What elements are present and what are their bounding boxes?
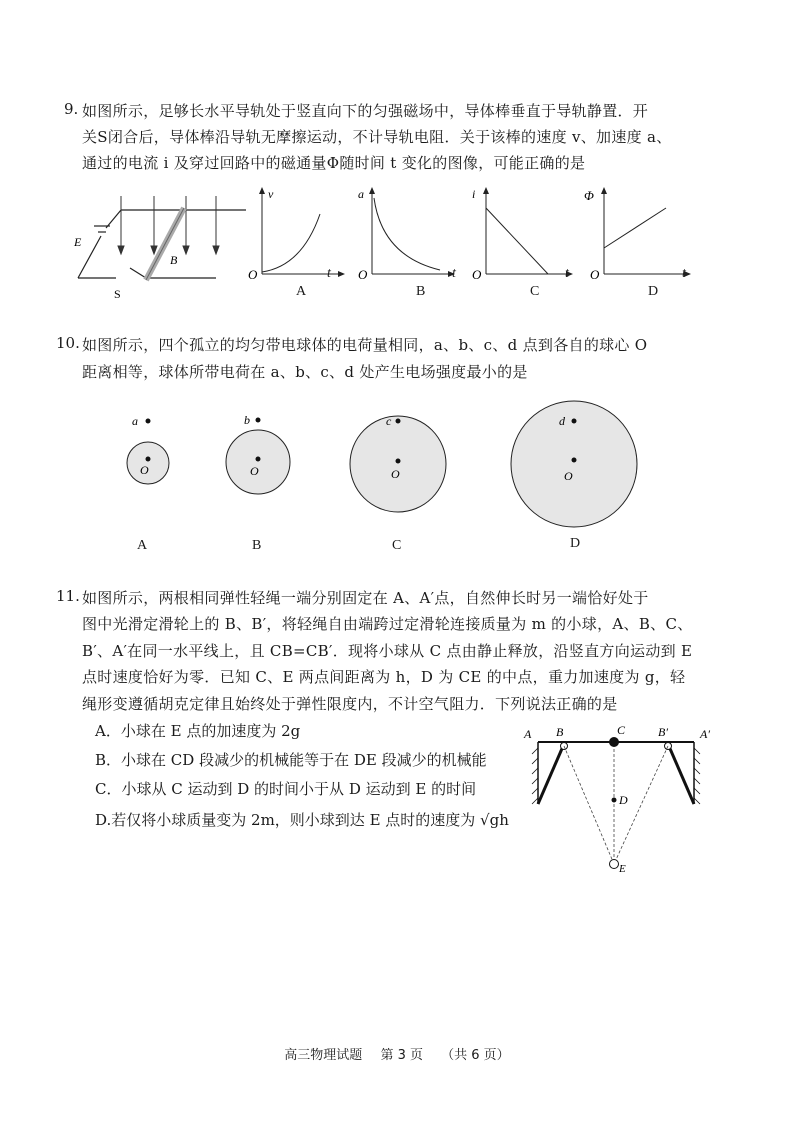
svg-text:E: E <box>619 863 626 875</box>
q11-option-A: A．小球在 E 点的加速度为 2g <box>95 722 301 740</box>
graph-B-option: B <box>416 284 426 299</box>
q9-line-1: 如图所示，足够长水平导轨处于竖直向下的匀强磁场中，导体棒垂直于导轨静置．开 <box>82 102 649 120</box>
svg-text:a: a <box>358 187 364 201</box>
q11-line-3: B′、A′在同一水平线上，且 CB=CB′．现将小球从 C 点由静止释放，沿竖直方向运动到 E <box>82 642 693 660</box>
ball-E <box>610 860 619 869</box>
svg-text:b: b <box>244 413 250 427</box>
q11-pulley-diagram <box>518 720 718 875</box>
svg-text:v: v <box>268 187 274 201</box>
q10-number: 10. <box>56 334 80 352</box>
sphere-B <box>226 430 290 494</box>
q11-option-B: B．小球在 CD 段减少的机械能等于在 DE 段减少的机械能 <box>95 751 487 769</box>
page-footer <box>0 1044 794 1063</box>
graph-D-option: D <box>648 284 659 299</box>
q9-line-3: 通过的电流 i 及穿过回路中的磁通量Φ随时间 t 变化的图像，可能正确的是 <box>82 154 586 172</box>
q9-graph-A <box>248 186 347 282</box>
graph-A-option: A <box>296 284 307 299</box>
ball-C <box>609 737 619 747</box>
q9-line-2: 关S闭合后，导体棒沿导轨无摩擦运动，不计导轨电阻．关于该棒的速度 v、加速度 a、 <box>82 128 672 146</box>
q11-line-5: 绳形变遵循胡克定律且始终处于弹性限度内，不计空气阻力．下列说法正确的是 <box>82 695 618 713</box>
graph-A-xlabel: t <box>327 266 331 281</box>
footer-total: （共 6 页） <box>441 1048 510 1063</box>
footer-page: 第 3 页 <box>380 1048 423 1063</box>
svg-text:D: D <box>619 793 628 807</box>
graph-A-curve <box>262 214 320 272</box>
q10-line-1: 如图所示，四个孤立的均匀带电球体的电荷量相同，a、b、c、d 点到各自的球心 O <box>82 336 648 354</box>
svg-text:O: O <box>250 464 259 478</box>
footer-title: 高三物理试题 <box>284 1048 363 1063</box>
svg-text:A′: A′ <box>700 727 710 741</box>
svg-text:B: B <box>556 725 564 739</box>
q11-line-1: 如图所示，两根相同弹性轻绳一端分别固定在 A、A′点，自然伸长时另一端恰好处于 <box>82 589 649 607</box>
sphere-C <box>350 416 446 512</box>
circuit-label-B: B <box>170 253 178 267</box>
q11-option-C: C．小球从 C 运动到 D 的时间小于从 D 运动到 E 的时间 <box>95 780 477 798</box>
q9-graph-C <box>472 186 576 282</box>
sphere-D-option: D <box>570 536 581 551</box>
svg-text:i: i <box>472 187 476 201</box>
svg-text:O: O <box>391 467 400 481</box>
sphere-A-option: A <box>137 538 148 553</box>
svg-text:O: O <box>590 267 600 282</box>
q10-line-2: 距离相等，球体所带电荷在 a、b、c、d 处产生电场强度最小的是 <box>82 363 528 381</box>
q10-spheres-diagram <box>110 392 650 552</box>
svg-text:A: A <box>524 727 532 741</box>
svg-text:O: O <box>140 463 149 477</box>
svg-text:O: O <box>248 267 258 282</box>
svg-text:O: O <box>472 267 482 282</box>
q11-line-2: 图中光滑定滑轮上的 B、B′，将轻绳自由端跨过定滑轮连接质量为 m 的小球，A、B、C、 <box>82 615 693 633</box>
q11-option-D: D.若仅将小球质量变为 2m，则小球到达 E 点时的速度为 √gh <box>95 811 509 829</box>
svg-text:O: O <box>358 267 368 282</box>
graph-D-line <box>604 208 666 248</box>
svg-text:C: C <box>617 723 626 737</box>
q11-number: 11. <box>56 587 80 605</box>
circuit-label-E: E <box>74 235 82 249</box>
graph-C-xlabel: t <box>565 266 569 281</box>
q9-number: 9. <box>64 100 79 118</box>
q9-graph-B <box>358 186 457 282</box>
svg-text:O: O <box>564 469 573 483</box>
graph-B-xlabel: t <box>452 266 456 281</box>
q9-circuit-diagram <box>66 188 246 303</box>
graph-C-option: C <box>530 284 540 299</box>
graph-C-line <box>486 208 548 274</box>
q11-line-4: 点时速度恰好为零．已知 C、E 两点间距离为 h，D 为 CE 的中点，重力加速度为 g，轻 <box>82 668 686 686</box>
sphere-C-option: C <box>392 538 402 553</box>
graph-D-xlabel: t <box>682 266 686 281</box>
svg-text:c: c <box>386 414 392 428</box>
q9-graph-D <box>584 186 694 282</box>
graph-B-curve <box>374 198 440 270</box>
svg-text:d: d <box>559 414 565 428</box>
svg-text:a: a <box>132 414 138 428</box>
sphere-B-option: B <box>252 538 262 553</box>
svg-text:Φ: Φ <box>584 188 594 203</box>
svg-text:B′: B′ <box>658 725 668 739</box>
circuit-label-S: S <box>114 287 121 301</box>
